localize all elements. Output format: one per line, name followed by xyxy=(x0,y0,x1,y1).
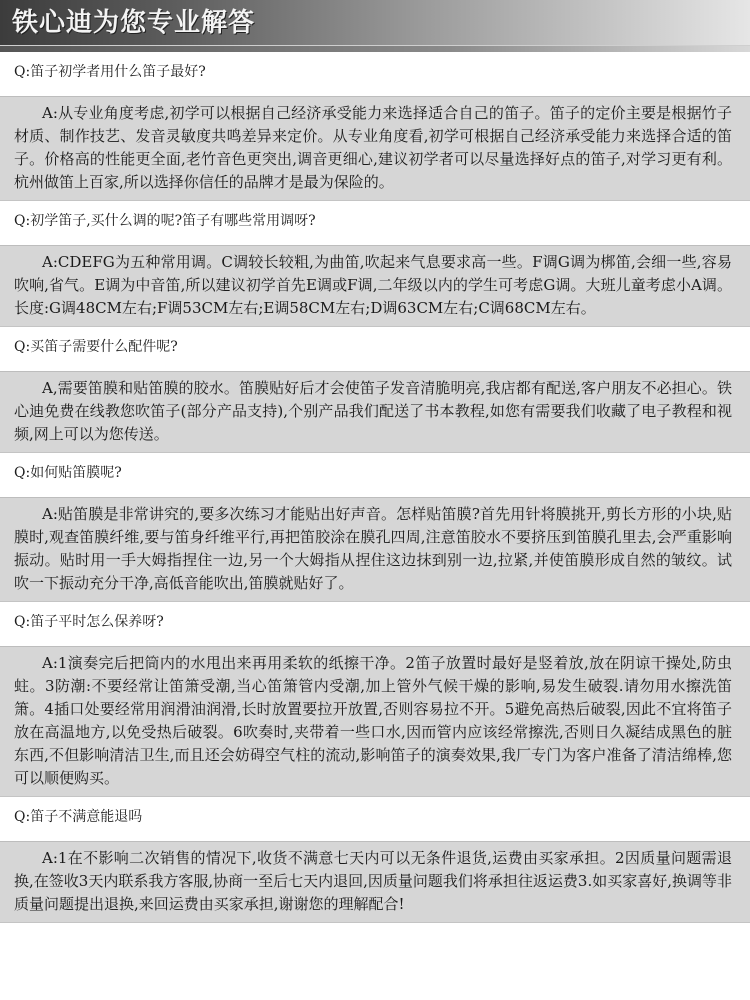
qa-item-3 xyxy=(0,327,750,453)
page-header xyxy=(0,0,750,52)
header-divider xyxy=(0,45,750,52)
question-text: Q:笛子不满意能退吗 xyxy=(14,809,143,825)
answer-text: A,需要笛膜和贴笛膜的胶水。笛膜贴好后才会使笛子发音清脆明亮,我店都有配送,客户朋友不必担心。铁心迪免费在线教您吹笛子(部分产品支持),个别产品我们配送了书本教程,如您有需要我们收藏了电子教程和视频,网上可以为您传送。 xyxy=(0,371,750,453)
answer-text: A:贴笛膜是非常讲究的,要多次练习才能贴出好声音。怎样贴笛膜?首先用针将膜挑开,剪长方形的小块,贴膜时,观查笛膜纤维,要与笛身纤维平行,再把笛胶涂在膜孔四周,注意笛胶水不要挤压到笛膜孔里去,会严重影响振动。贴时用一手大姆指捏住一边,另一个大姆指从捏住这边抹到别一边,拉紧,并使笛膜形成自然的皱纹。试吹一下振动充分干净,高低音能吹出,笛膜就贴好了。 xyxy=(0,497,750,602)
question-text: Q:笛子平时怎么保养呀? xyxy=(14,614,164,630)
qa-item-1 xyxy=(0,52,750,201)
question-text: Q:买笛子需要什么配件呢? xyxy=(14,339,178,355)
answer-text: A:1演奏完后把筒内的水甩出来再用柔软的纸擦干净。2笛子放置时最好是竖着放,放在阴谅干操处,防虫蛀。3防潮:不要经常让笛箫受潮,当心笛箫管内受潮,加上管外气候干燥的影响,易发生破裂.请勿用水擦洗笛箫。4插口处要经常用润滑油润滑,长时放置要拉开放置,否则容易拉不开。5避免高热后破裂,因此不宜将笛子放在高温地方,以免受热后破裂。6吹奏时,夹带着一些口水,因而管内应该经常擦洗,否则日久凝结成黑色的脏东西,不但影响清洁卫生,而且还会妨碍空气柱的流动,影响笛子的演奏效果,我厂专门为客户准备了清洁绵棒,您可以顺便购买。 xyxy=(0,646,750,797)
question-text: Q:笛子初学者用什么笛子最好? xyxy=(14,64,206,80)
question-text: Q:初学笛子,买什么调的呢?笛子有哪些常用调呀? xyxy=(14,213,316,229)
answer-text: A:CDEFG为五种常用调。C调较长较粗,为曲笛,吹起来气息要求高一些。F调G调为梆笛,会细一些,容易吹响,省气。E调为中音笛,所以建议初学首先E调或F调,二年级以内的学生可考虑G调。大班儿童考虑小A调。长度:G调48CM左右;F调53CM左右;E调58CM左右;D调63CM左右;C调68CM左右。 xyxy=(0,245,750,327)
answer-text: A:1在不影响二次销售的情况下,收货不满意七天内可以无条件退货,运费由买家承担。2因质量问题需退换,在签收3天内联系我方客服,协商一至后七天内退回,因质量问题我们将承担往返运费3.如买家喜好,换调等非质量问题提出退换,来回运费由买家承担,谢谢您的理解配合! xyxy=(0,841,750,923)
qa-item-4 xyxy=(0,453,750,602)
qa-item-6 xyxy=(0,797,750,923)
page-title: 铁心迪为您专业解答 xyxy=(12,8,256,38)
qa-item-2 xyxy=(0,201,750,327)
answer-text: A:从专业角度考虑,初学可以根据自己经济承受能力来选择适合自己的笛子。笛子的定价主要是根据竹子材质、制作技艺、发音灵敏度共鸣差异来定价。从专业角度看,初学可根据自己经济承受能力来选择合适的笛子。价格高的性能更全面,老竹音色更突出,调音更细心,建议初学者可以尽量选择好点的笛子,对学习更有利。杭州做笛上百家,所以选择你信任的品牌才是最为保险的。 xyxy=(0,96,750,201)
question-text: Q:如何贴笛膜呢? xyxy=(14,465,122,481)
qa-item-5 xyxy=(0,602,750,797)
